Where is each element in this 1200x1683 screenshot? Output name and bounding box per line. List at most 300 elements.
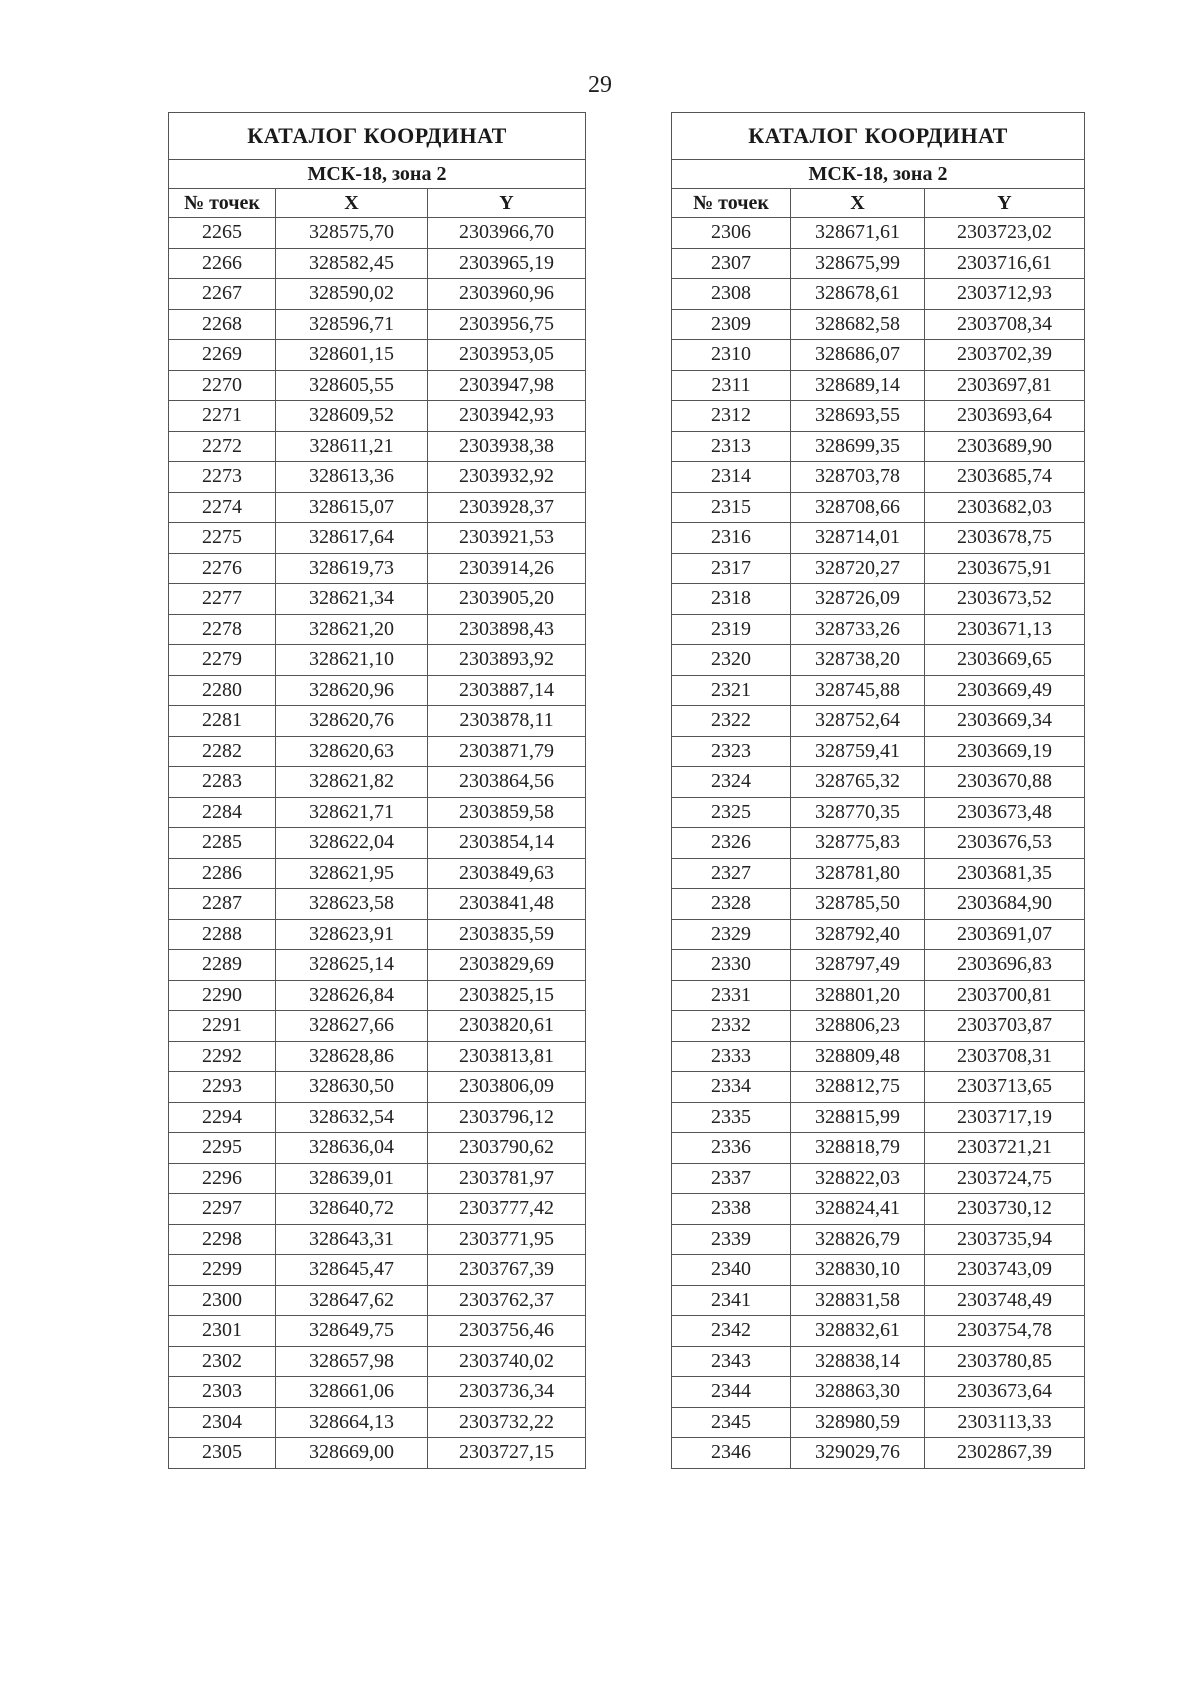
y-coordinate-cell: 2303748,49 xyxy=(925,1285,1085,1316)
x-coordinate-cell: 328714,01 xyxy=(791,523,925,554)
point-number-cell: 2310 xyxy=(672,340,791,371)
point-number-cell: 2344 xyxy=(672,1377,791,1408)
point-number-cell: 2307 xyxy=(672,248,791,279)
table-row xyxy=(169,523,586,554)
y-coordinate-cell: 2303965,19 xyxy=(428,248,586,279)
x-coordinate-cell: 328733,26 xyxy=(791,614,925,645)
y-coordinate-cell: 2303716,61 xyxy=(925,248,1085,279)
x-coordinate-cell: 328627,66 xyxy=(276,1011,428,1042)
point-number-cell: 2300 xyxy=(169,1285,276,1316)
y-coordinate-cell: 2303713,65 xyxy=(925,1072,1085,1103)
x-coordinate-cell: 328792,40 xyxy=(791,919,925,950)
point-number-cell: 2337 xyxy=(672,1163,791,1194)
point-number-cell: 2299 xyxy=(169,1255,276,1286)
point-number-cell: 2319 xyxy=(672,614,791,645)
point-number-cell: 2274 xyxy=(169,492,276,523)
x-coordinate-cell: 328980,59 xyxy=(791,1407,925,1438)
x-coordinate-cell: 328620,76 xyxy=(276,706,428,737)
table-row xyxy=(672,370,1085,401)
x-coordinate-cell: 328649,75 xyxy=(276,1316,428,1347)
y-coordinate-cell: 2302867,39 xyxy=(925,1438,1085,1469)
table-row xyxy=(672,1194,1085,1225)
x-coordinate-cell: 328620,96 xyxy=(276,675,428,706)
table-row xyxy=(169,309,586,340)
point-number-cell: 2309 xyxy=(672,309,791,340)
x-coordinate-cell: 328720,27 xyxy=(791,553,925,584)
table-row xyxy=(169,736,586,767)
y-coordinate-cell: 2303727,15 xyxy=(428,1438,586,1469)
table-row xyxy=(672,828,1085,859)
y-coordinate-cell: 2303712,93 xyxy=(925,279,1085,310)
x-coordinate-cell: 328609,52 xyxy=(276,401,428,432)
x-coordinate-cell: 328623,91 xyxy=(276,919,428,950)
table-row xyxy=(672,675,1085,706)
point-number-cell: 2279 xyxy=(169,645,276,676)
point-number-cell: 2284 xyxy=(169,797,276,828)
table-row xyxy=(672,919,1085,950)
table-row xyxy=(672,401,1085,432)
y-coordinate-cell: 2303669,34 xyxy=(925,706,1085,737)
point-number-cell: 2330 xyxy=(672,950,791,981)
y-coordinate-cell: 2303730,12 xyxy=(925,1194,1085,1225)
point-number-cell: 2281 xyxy=(169,706,276,737)
y-coordinate-cell: 2303669,49 xyxy=(925,675,1085,706)
point-number-cell: 2329 xyxy=(672,919,791,950)
table-row xyxy=(672,736,1085,767)
y-coordinate-cell: 2303859,58 xyxy=(428,797,586,828)
point-number-cell: 2285 xyxy=(169,828,276,859)
point-number-cell: 2272 xyxy=(169,431,276,462)
y-coordinate-cell: 2303921,53 xyxy=(428,523,586,554)
y-coordinate-cell: 2303684,90 xyxy=(925,889,1085,920)
y-coordinate-cell: 2303835,59 xyxy=(428,919,586,950)
y-coordinate-cell: 2303914,26 xyxy=(428,553,586,584)
column-header-point-number: № точек xyxy=(169,189,276,218)
x-coordinate-cell: 328752,64 xyxy=(791,706,925,737)
point-number-cell: 2265 xyxy=(169,218,276,249)
table-row xyxy=(672,645,1085,676)
x-coordinate-cell: 328797,49 xyxy=(791,950,925,981)
table-row xyxy=(169,706,586,737)
table-row xyxy=(169,1011,586,1042)
point-number-cell: 2267 xyxy=(169,279,276,310)
x-coordinate-cell: 328770,35 xyxy=(791,797,925,828)
table-row xyxy=(672,218,1085,249)
point-number-cell: 2320 xyxy=(672,645,791,676)
point-number-cell: 2277 xyxy=(169,584,276,615)
x-coordinate-cell: 328621,34 xyxy=(276,584,428,615)
y-coordinate-cell: 2303735,94 xyxy=(925,1224,1085,1255)
point-number-cell: 2306 xyxy=(672,218,791,249)
y-coordinate-cell: 2303767,39 xyxy=(428,1255,586,1286)
table-row xyxy=(169,1285,586,1316)
y-coordinate-cell: 2303689,90 xyxy=(925,431,1085,462)
x-coordinate-cell: 328632,54 xyxy=(276,1102,428,1133)
table-row xyxy=(672,1316,1085,1347)
table-row xyxy=(169,1102,586,1133)
table-row xyxy=(672,431,1085,462)
table-row xyxy=(169,1041,586,1072)
coordinate-system-label: МСК-18, зона 2 xyxy=(672,160,1085,189)
y-coordinate-cell: 2303947,98 xyxy=(428,370,586,401)
table-row xyxy=(169,1377,586,1408)
y-coordinate-cell: 2303670,88 xyxy=(925,767,1085,798)
point-number-cell: 2325 xyxy=(672,797,791,828)
y-coordinate-cell: 2303898,43 xyxy=(428,614,586,645)
table-row xyxy=(672,584,1085,615)
y-coordinate-cell: 2303732,22 xyxy=(428,1407,586,1438)
y-coordinate-cell: 2303669,19 xyxy=(925,736,1085,767)
x-coordinate-cell: 328621,82 xyxy=(276,767,428,798)
y-coordinate-cell: 2303905,20 xyxy=(428,584,586,615)
table-row xyxy=(169,1133,586,1164)
x-coordinate-cell: 328605,55 xyxy=(276,370,428,401)
y-coordinate-cell: 2303676,53 xyxy=(925,828,1085,859)
x-coordinate-cell: 328640,72 xyxy=(276,1194,428,1225)
point-number-cell: 2346 xyxy=(672,1438,791,1469)
x-coordinate-cell: 328699,35 xyxy=(791,431,925,462)
coordinate-catalog-table-left xyxy=(168,112,586,1469)
y-coordinate-cell: 2303743,09 xyxy=(925,1255,1085,1286)
x-coordinate-cell: 328675,99 xyxy=(791,248,925,279)
y-coordinate-cell: 2303673,64 xyxy=(925,1377,1085,1408)
point-number-cell: 2295 xyxy=(169,1133,276,1164)
table-row xyxy=(169,584,586,615)
y-coordinate-cell: 2303697,81 xyxy=(925,370,1085,401)
x-coordinate-cell: 329029,76 xyxy=(791,1438,925,1469)
point-number-cell: 2314 xyxy=(672,462,791,493)
y-coordinate-cell: 2303806,09 xyxy=(428,1072,586,1103)
x-coordinate-cell: 328615,07 xyxy=(276,492,428,523)
y-coordinate-cell: 2303777,42 xyxy=(428,1194,586,1225)
table-row xyxy=(169,553,586,584)
y-coordinate-cell: 2303813,81 xyxy=(428,1041,586,1072)
table-row xyxy=(169,340,586,371)
y-coordinate-cell: 2303780,85 xyxy=(925,1346,1085,1377)
point-number-cell: 2287 xyxy=(169,889,276,920)
point-number-cell: 2331 xyxy=(672,980,791,1011)
table-row xyxy=(672,797,1085,828)
y-coordinate-cell: 2303756,46 xyxy=(428,1316,586,1347)
x-coordinate-cell: 328826,79 xyxy=(791,1224,925,1255)
x-coordinate-cell: 328832,61 xyxy=(791,1316,925,1347)
y-coordinate-cell: 2303871,79 xyxy=(428,736,586,767)
point-number-cell: 2322 xyxy=(672,706,791,737)
point-number-cell: 2323 xyxy=(672,736,791,767)
x-coordinate-cell: 328765,32 xyxy=(791,767,925,798)
y-coordinate-cell: 2303696,83 xyxy=(925,950,1085,981)
coordinate-catalog-table-right xyxy=(671,112,1085,1469)
table-row xyxy=(169,1194,586,1225)
y-coordinate-cell: 2303682,03 xyxy=(925,492,1085,523)
x-coordinate-cell: 328682,58 xyxy=(791,309,925,340)
table-row xyxy=(672,309,1085,340)
point-number-cell: 2296 xyxy=(169,1163,276,1194)
table-row xyxy=(672,1011,1085,1042)
y-coordinate-cell: 2303702,39 xyxy=(925,340,1085,371)
point-number-cell: 2276 xyxy=(169,553,276,584)
x-coordinate-cell: 328620,63 xyxy=(276,736,428,767)
table-row xyxy=(169,797,586,828)
column-header-x: X xyxy=(276,189,428,218)
y-coordinate-cell: 2303966,70 xyxy=(428,218,586,249)
point-number-cell: 2268 xyxy=(169,309,276,340)
y-coordinate-cell: 2303708,31 xyxy=(925,1041,1085,1072)
y-coordinate-cell: 2303673,52 xyxy=(925,584,1085,615)
y-coordinate-cell: 2303675,91 xyxy=(925,553,1085,584)
table-row xyxy=(672,889,1085,920)
table-row xyxy=(169,279,586,310)
table-row xyxy=(672,706,1085,737)
x-coordinate-cell: 328630,50 xyxy=(276,1072,428,1103)
point-number-cell: 2317 xyxy=(672,553,791,584)
y-coordinate-cell: 2303849,63 xyxy=(428,858,586,889)
point-number-cell: 2326 xyxy=(672,828,791,859)
table-row xyxy=(672,614,1085,645)
table-row xyxy=(169,462,586,493)
y-coordinate-cell: 2303854,14 xyxy=(428,828,586,859)
point-number-cell: 2302 xyxy=(169,1346,276,1377)
table-row xyxy=(169,1224,586,1255)
table-row xyxy=(672,523,1085,554)
x-coordinate-cell: 328703,78 xyxy=(791,462,925,493)
y-coordinate-cell: 2303693,64 xyxy=(925,401,1085,432)
table-row xyxy=(672,1438,1085,1469)
point-number-cell: 2290 xyxy=(169,980,276,1011)
y-coordinate-cell: 2303781,97 xyxy=(428,1163,586,1194)
x-coordinate-cell: 328621,10 xyxy=(276,645,428,676)
table-row xyxy=(169,767,586,798)
table-row xyxy=(169,645,586,676)
point-number-cell: 2312 xyxy=(672,401,791,432)
column-header-point-number: № точек xyxy=(672,189,791,218)
point-number-cell: 2292 xyxy=(169,1041,276,1072)
x-coordinate-cell: 328759,41 xyxy=(791,736,925,767)
table-row xyxy=(672,858,1085,889)
point-number-cell: 2289 xyxy=(169,950,276,981)
y-coordinate-cell: 2303825,15 xyxy=(428,980,586,1011)
point-number-cell: 2321 xyxy=(672,675,791,706)
point-number-cell: 2327 xyxy=(672,858,791,889)
table-row xyxy=(169,1346,586,1377)
table-row xyxy=(672,1224,1085,1255)
x-coordinate-cell: 328669,00 xyxy=(276,1438,428,1469)
point-number-cell: 2308 xyxy=(672,279,791,310)
x-coordinate-cell: 328822,03 xyxy=(791,1163,925,1194)
table-row xyxy=(169,370,586,401)
y-coordinate-cell: 2303878,11 xyxy=(428,706,586,737)
point-number-cell: 2286 xyxy=(169,858,276,889)
y-coordinate-cell: 2303669,65 xyxy=(925,645,1085,676)
x-coordinate-cell: 328785,50 xyxy=(791,889,925,920)
x-coordinate-cell: 328623,58 xyxy=(276,889,428,920)
point-number-cell: 2273 xyxy=(169,462,276,493)
table-row xyxy=(672,1407,1085,1438)
y-coordinate-cell: 2303740,02 xyxy=(428,1346,586,1377)
y-coordinate-cell: 2303820,61 xyxy=(428,1011,586,1042)
x-coordinate-cell: 328613,36 xyxy=(276,462,428,493)
coordinate-system-label: МСК-18, зона 2 xyxy=(169,160,586,189)
y-coordinate-cell: 2303762,37 xyxy=(428,1285,586,1316)
x-coordinate-cell: 328622,04 xyxy=(276,828,428,859)
table-row xyxy=(672,1377,1085,1408)
x-coordinate-cell: 328647,62 xyxy=(276,1285,428,1316)
catalog-body xyxy=(672,218,1085,1469)
table-row xyxy=(672,553,1085,584)
table-row xyxy=(169,919,586,950)
column-header-y: Y xyxy=(428,189,586,218)
y-coordinate-cell: 2303723,02 xyxy=(925,218,1085,249)
page-number: 29 xyxy=(588,72,612,98)
y-coordinate-cell: 2303721,21 xyxy=(925,1133,1085,1164)
table-row xyxy=(169,248,586,279)
x-coordinate-cell: 328801,20 xyxy=(791,980,925,1011)
y-coordinate-cell: 2303673,48 xyxy=(925,797,1085,828)
y-coordinate-cell: 2303703,87 xyxy=(925,1011,1085,1042)
point-number-cell: 2341 xyxy=(672,1285,791,1316)
point-number-cell: 2328 xyxy=(672,889,791,920)
x-coordinate-cell: 328686,07 xyxy=(791,340,925,371)
y-coordinate-cell: 2303113,33 xyxy=(925,1407,1085,1438)
point-number-cell: 2280 xyxy=(169,675,276,706)
point-number-cell: 2338 xyxy=(672,1194,791,1225)
table-row xyxy=(169,1316,586,1347)
point-number-cell: 2318 xyxy=(672,584,791,615)
y-coordinate-cell: 2303796,12 xyxy=(428,1102,586,1133)
point-number-cell: 2294 xyxy=(169,1102,276,1133)
x-coordinate-cell: 328619,73 xyxy=(276,553,428,584)
x-coordinate-cell: 328621,20 xyxy=(276,614,428,645)
point-number-cell: 2339 xyxy=(672,1224,791,1255)
table-row xyxy=(672,1163,1085,1194)
point-number-cell: 2304 xyxy=(169,1407,276,1438)
x-coordinate-cell: 328621,71 xyxy=(276,797,428,828)
y-coordinate-cell: 2303681,35 xyxy=(925,858,1085,889)
point-number-cell: 2269 xyxy=(169,340,276,371)
table-row xyxy=(672,1041,1085,1072)
x-coordinate-cell: 328671,61 xyxy=(791,218,925,249)
catalog-body xyxy=(169,218,586,1469)
point-number-cell: 2345 xyxy=(672,1407,791,1438)
y-coordinate-cell: 2303736,34 xyxy=(428,1377,586,1408)
x-coordinate-cell: 328708,66 xyxy=(791,492,925,523)
y-coordinate-cell: 2303724,75 xyxy=(925,1163,1085,1194)
y-coordinate-cell: 2303956,75 xyxy=(428,309,586,340)
table-row xyxy=(169,1163,586,1194)
table-row xyxy=(169,218,586,249)
point-number-cell: 2335 xyxy=(672,1102,791,1133)
x-coordinate-cell: 328838,14 xyxy=(791,1346,925,1377)
table-row xyxy=(672,492,1085,523)
y-coordinate-cell: 2303685,74 xyxy=(925,462,1085,493)
point-number-cell: 2297 xyxy=(169,1194,276,1225)
table-row xyxy=(169,1072,586,1103)
table-row xyxy=(672,340,1085,371)
x-coordinate-cell: 328726,09 xyxy=(791,584,925,615)
point-number-cell: 2275 xyxy=(169,523,276,554)
table-row xyxy=(169,614,586,645)
y-coordinate-cell: 2303708,34 xyxy=(925,309,1085,340)
x-coordinate-cell: 328818,79 xyxy=(791,1133,925,1164)
table-row xyxy=(169,980,586,1011)
y-coordinate-cell: 2303953,05 xyxy=(428,340,586,371)
x-coordinate-cell: 328775,83 xyxy=(791,828,925,859)
x-coordinate-cell: 328689,14 xyxy=(791,370,925,401)
y-coordinate-cell: 2303717,19 xyxy=(925,1102,1085,1133)
column-header-y: Y xyxy=(925,189,1085,218)
point-number-cell: 2334 xyxy=(672,1072,791,1103)
x-coordinate-cell: 328601,15 xyxy=(276,340,428,371)
point-number-cell: 2303 xyxy=(169,1377,276,1408)
point-number-cell: 2283 xyxy=(169,767,276,798)
point-number-cell: 2324 xyxy=(672,767,791,798)
y-coordinate-cell: 2303841,48 xyxy=(428,889,586,920)
table-row xyxy=(672,980,1085,1011)
point-number-cell: 2313 xyxy=(672,431,791,462)
y-coordinate-cell: 2303942,93 xyxy=(428,401,586,432)
table-row xyxy=(672,1285,1085,1316)
point-number-cell: 2342 xyxy=(672,1316,791,1347)
x-coordinate-cell: 328831,58 xyxy=(791,1285,925,1316)
table-row xyxy=(169,675,586,706)
table-row xyxy=(169,492,586,523)
y-coordinate-cell: 2303960,96 xyxy=(428,279,586,310)
table-row xyxy=(169,889,586,920)
x-coordinate-cell: 328781,80 xyxy=(791,858,925,889)
x-coordinate-cell: 328664,13 xyxy=(276,1407,428,1438)
point-number-cell: 2336 xyxy=(672,1133,791,1164)
x-coordinate-cell: 328645,47 xyxy=(276,1255,428,1286)
x-coordinate-cell: 328657,98 xyxy=(276,1346,428,1377)
y-coordinate-cell: 2303938,38 xyxy=(428,431,586,462)
point-number-cell: 2271 xyxy=(169,401,276,432)
column-header-x: X xyxy=(791,189,925,218)
table-row xyxy=(672,462,1085,493)
x-coordinate-cell: 328815,99 xyxy=(791,1102,925,1133)
x-coordinate-cell: 328628,86 xyxy=(276,1041,428,1072)
table-row xyxy=(672,1072,1085,1103)
y-coordinate-cell: 2303790,62 xyxy=(428,1133,586,1164)
table-row xyxy=(672,1346,1085,1377)
y-coordinate-cell: 2303691,07 xyxy=(925,919,1085,950)
x-coordinate-cell: 328809,48 xyxy=(791,1041,925,1072)
table-row xyxy=(169,1255,586,1286)
table-row xyxy=(672,1133,1085,1164)
y-coordinate-cell: 2303893,92 xyxy=(428,645,586,676)
table-row xyxy=(169,828,586,859)
x-coordinate-cell: 328812,75 xyxy=(791,1072,925,1103)
x-coordinate-cell: 328661,06 xyxy=(276,1377,428,1408)
x-coordinate-cell: 328575,70 xyxy=(276,218,428,249)
x-coordinate-cell: 328596,71 xyxy=(276,309,428,340)
table-row xyxy=(672,248,1085,279)
point-number-cell: 2311 xyxy=(672,370,791,401)
table-row xyxy=(672,950,1085,981)
point-number-cell: 2293 xyxy=(169,1072,276,1103)
y-coordinate-cell: 2303754,78 xyxy=(925,1316,1085,1347)
x-coordinate-cell: 328678,61 xyxy=(791,279,925,310)
catalog-title: КАТАЛОГ КООРДИНАТ xyxy=(672,113,1085,160)
x-coordinate-cell: 328590,02 xyxy=(276,279,428,310)
point-number-cell: 2315 xyxy=(672,492,791,523)
x-coordinate-cell: 328582,45 xyxy=(276,248,428,279)
point-number-cell: 2278 xyxy=(169,614,276,645)
table-row xyxy=(169,950,586,981)
x-coordinate-cell: 328824,41 xyxy=(791,1194,925,1225)
x-coordinate-cell: 328636,04 xyxy=(276,1133,428,1164)
y-coordinate-cell: 2303928,37 xyxy=(428,492,586,523)
point-number-cell: 2266 xyxy=(169,248,276,279)
